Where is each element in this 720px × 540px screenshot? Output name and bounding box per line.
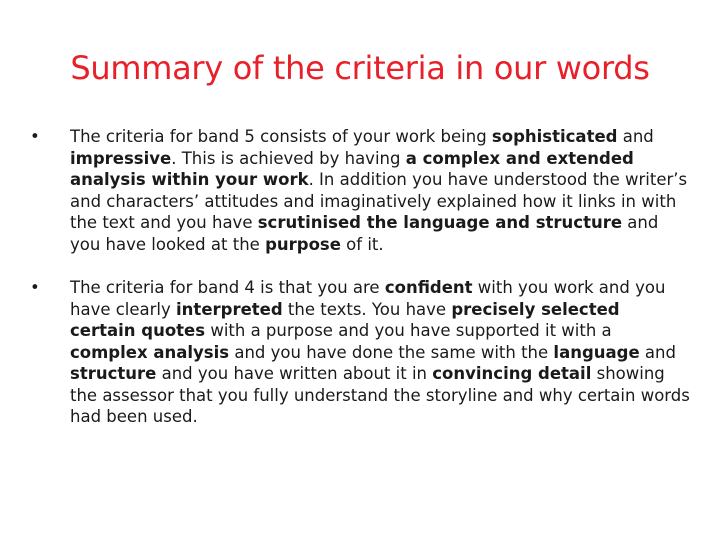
text-run: and you have written about it in — [156, 364, 433, 383]
bold-phrase: purpose — [265, 234, 341, 254]
bold-phrase: complex analysis — [70, 342, 230, 362]
bold-phrase: convincing detail — [432, 364, 592, 383]
text-run: the texts. You have — [282, 299, 452, 319]
text-run: . In addition you have understood the writer’s and characters’ attitudes and imaginatively explained how it links in with the text and you have — [70, 170, 688, 232]
bold-phrase: a complex and extended analysis within your work — [70, 148, 634, 189]
text-run: and — [639, 342, 676, 362]
text-run: The criteria for band 5 consists of your work being — [70, 127, 492, 146]
bold-phrase: precisely selected certain quotes — [70, 299, 620, 340]
text-run: with you work and you have clearly — [70, 278, 666, 319]
text-run: with a purpose and you have supported it with a — [205, 321, 612, 340]
bullet-marker: • — [30, 127, 40, 146]
bold-phrase: confident — [384, 278, 473, 297]
bold-phrase: language — [553, 342, 640, 362]
bold-phrase: structure — [70, 364, 157, 383]
slide-title: Summary of the criteria in our words — [70, 49, 650, 87]
bullet-marker: • — [30, 278, 40, 297]
bullet-list — [30, 126, 690, 450]
bold-phrase: impressive — [70, 148, 172, 168]
text-run: . This is achieved by having — [171, 148, 406, 168]
bold-phrase: sophisticated — [491, 127, 618, 146]
bullet-band-5 — [30, 126, 690, 255]
bullet-text — [70, 278, 690, 426]
bold-phrase: interpreted — [176, 299, 283, 319]
text-run: showing the assessor that you fully understand the storyline and why certain words had been used. — [70, 364, 690, 426]
text-run: of it. — [340, 234, 384, 254]
bullet-band-4 — [30, 277, 690, 428]
bullet-text — [70, 127, 687, 254]
text-run: and you have looked at the — [70, 213, 659, 254]
bold-phrase: scrutinised the language and structure — [257, 213, 623, 232]
text-run: The criteria for band 4 is that you are — [70, 278, 385, 297]
text-run: and you have done the same with the — [229, 342, 554, 362]
text-run: and — [617, 127, 654, 146]
